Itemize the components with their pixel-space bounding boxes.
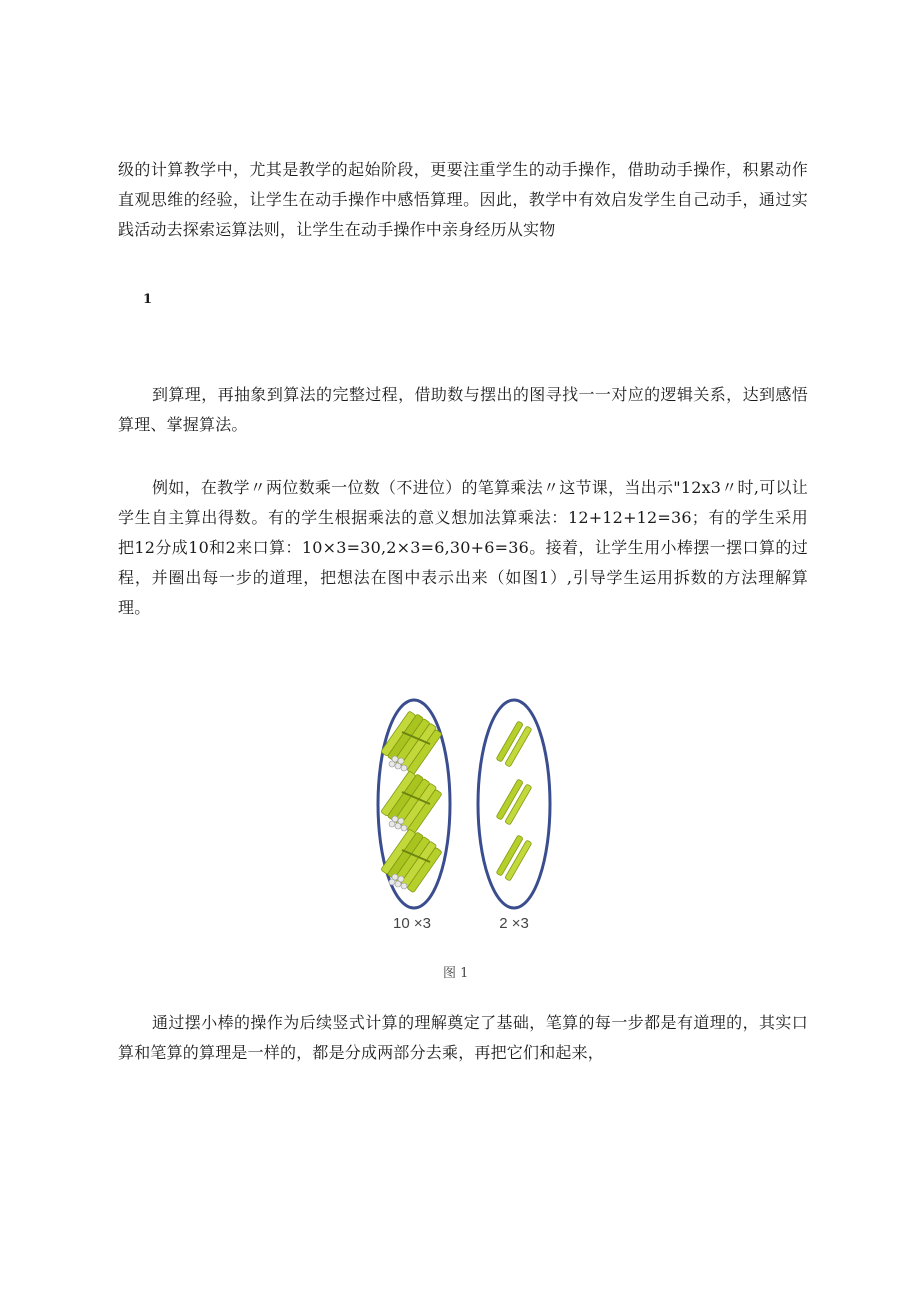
page-number: 1 — [143, 292, 153, 307]
ten-stick-bundle — [381, 771, 442, 835]
two-sticks — [496, 721, 532, 767]
paragraph-1: 级的计算教学中，尤其是教学的起始阶段，更要注重学生的动手操作，借助动手操作，积累动作直观思维的经验，让学生在动手操作中感悟算理。因此，教学中有效启发学生自己动手，通过实践活动去探索运算法则，让学生在动手操作中亲身经历从实物 — [118, 160, 808, 239]
figure-caption: 图 1 — [443, 966, 469, 981]
right-label: 2 ×3 — [499, 915, 529, 932]
sticks-illustration — [368, 694, 554, 939]
paragraph-3: 例如，在教学〃两位数乘一位数（不进位）的笔算乘法〃这节课，当出示"12x3〃时,可以让学生自主算出得数。有的学生根据乘法的意义想加法算乘法：12+12+12=36；有的学生采用把12分成10和2来口算：10×3=30,2×3=6,30+6=36。接着，让学生用小棒摆一摆口算的过程，并圈出每一步的道理，把想法在图中表示出来（如图1）,引导学生运用拆数的方法理解算理。 — [118, 478, 808, 617]
two-sticks — [496, 779, 532, 825]
ten-stick-bundle — [381, 711, 442, 775]
left-label: 10 ×3 — [393, 915, 431, 932]
paragraph-4: 通过摆小棒的操作为后续竖式计算的理解奠定了基础，笔算的每一步都是有道理的，其实口算和笔算的算理是一样的，都是分成两部分去乘，再把它们和起来， — [118, 1013, 808, 1062]
paragraph-2: 到算理，再抽象到算法的完整过程，借助数与摆出的图寻找一一对应的逻辑关系，达到感悟算理、掌握算法。 — [118, 385, 808, 434]
figure-1 — [368, 694, 554, 939]
two-sticks — [496, 835, 532, 881]
ten-stick-bundle — [381, 829, 442, 893]
